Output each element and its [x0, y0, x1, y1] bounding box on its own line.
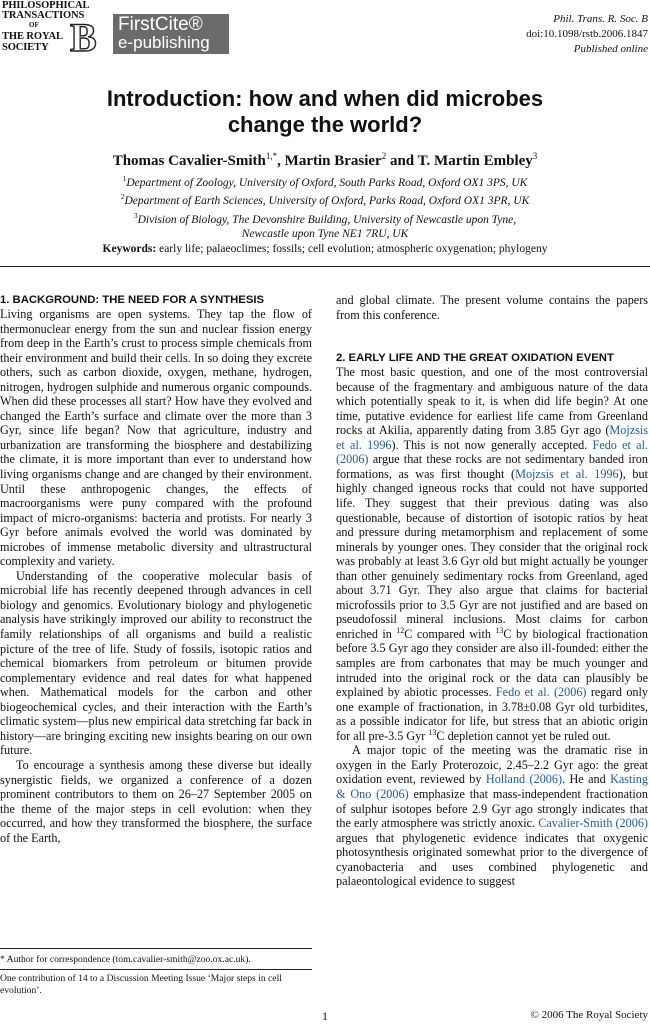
text-run: C compared with	[404, 626, 496, 641]
logo-line-philosophical: PHILOSOPHICAL	[2, 0, 90, 11]
author-name: Martin Brasier	[284, 153, 382, 169]
affiliation-text: Department of Earth Sciences, University of Oxford, Parks Road, Oxford OX1 3PR, UK	[124, 195, 530, 208]
right-column	[336, 293, 648, 889]
affiliation-text: Division of Biology, The Devonshire Building, University of Newcastle upon Tyne,	[137, 213, 517, 226]
contribution-footnote: One contribution of 14 to a Discussion Meeting Issue ‘Major steps in cell evolution’.	[0, 973, 282, 996]
text-run: . He and	[562, 772, 611, 787]
author-superscript: 2	[381, 151, 387, 161]
author-separator: and	[386, 153, 418, 169]
citation-link[interactable]: Kasting & Ono (2006)	[336, 772, 648, 801]
affiliation-text: Newcastle upon Tyne NE1 7RU, UK	[241, 227, 409, 240]
section-heading: 1. BACKGROUND: THE NEED FOR A SYNTHESIS	[0, 294, 265, 306]
journal-name: Phil. Trans. R. Soc. B	[553, 13, 648, 25]
text-run: regard only one example of fractionation, in 3.78±0.08 Gyr old turbidites, as a possible indicator for life, but stress that an abiotic origin for all pre-3.5 Gyr	[336, 685, 648, 743]
paragraph: Living organisms are open systems. They tap the flow of thermonuclear energy from the sun and nuclear fission energy from deep in the Earth’s crust to process simple chemicals from their environment and build their cells. In so doing they excrete others, such as carbon dioxide, oxygen, methane, hydrogen, nitrogen, hydrogen sulphide and numerous organic compounds. When did these processes all start? How have they evolved and changed the Earth’s surface and climate over the more than 3 Gyr, since life began? Now that agriculture, industry and urbanization are transforming the biosphere and destabilizing the climate, it is more important than ever to understand how living organisms change and are changed by their environment. Until these anthropogenic changes, the effects of macroorganisms were puny compared with the profound impact of micro-organisms: bacteria and protists. For nearly 3 Gyr before animals evolved the world was dominated by microbes of immense metabolic diversity and ultrastructural complexity and variety.	[0, 307, 312, 569]
text-run: A major topic of the meeting was the dramatic rise in oxygen in the Early Proterozoic, 2.45–2.2 Gyr ago: the great oxidation event, reviewed by	[336, 743, 648, 787]
logo-line-the-royal: THE ROYAL	[2, 31, 63, 42]
article-title	[0, 86, 650, 138]
isotope-superscript: 13	[495, 625, 504, 635]
logo-line-society: SOCIETY	[2, 42, 49, 53]
keywords	[0, 242, 650, 256]
firstcite-title: FirstCite®	[118, 14, 203, 35]
isotope-superscript: 12	[396, 625, 405, 635]
section-heading: 2. EARLY LIFE AND THE GREAT OXIDATION EVENT	[336, 352, 614, 365]
affiliation-number: 1	[122, 174, 127, 183]
header-divider	[0, 266, 650, 267]
affiliation-number: 2	[120, 192, 125, 202]
title-line-1: Introduction: how and when did microbes	[106, 86, 544, 111]
paragraph	[336, 743, 648, 888]
affiliation-text: Department of Zoology, University of Oxford, South Parks Road, Oxford OX1 3PS, UK	[126, 176, 528, 189]
text-run: The most basic question, and one of the most controversial because of the fragmentary and ambiguous nature of the data which potentially speak to it, is when did life begin? At one time, putative evidence for earliest life came from Greenland rocks at Akilia, apparently dating from 3.85 Gyr ago (	[336, 365, 648, 438]
citation-link[interactable]: Fedo et al. (2006)	[495, 685, 587, 700]
footnote-divider	[0, 948, 312, 949]
royal-society-logo	[2, 0, 100, 58]
text-run: emphasize that mass-independent fractionation of sulphur isotopes before 2.9 Gyr ago strongly indicates that the early atmosphere was strictly anoxic.	[336, 786, 648, 831]
author-name: T. Martin Embley	[417, 153, 533, 169]
citation-link[interactable]: Fedo et al. (2006)	[336, 437, 649, 467]
logo-letter-b: B	[70, 15, 97, 60]
keywords-label: Keywords:	[102, 243, 157, 255]
affiliation	[0, 190, 650, 208]
paragraph	[336, 365, 648, 743]
text-run: C by biological fractionation before 3.5 Gyr ago they consider are also ill-founded: either the samples are from carbonates that may be much younger and intruded into the original rock or the data can plausibly be explained by abiotic processes.	[336, 626, 648, 700]
paragraph: and global climate. The present volume contains the papers from this conference.	[336, 293, 648, 322]
citation-link[interactable]: Cavalier-Smith (2006)	[538, 816, 648, 831]
firstcite-subtitle: e-publishing	[118, 33, 210, 52]
text-run: C depletion cannot yet be ruled out.	[436, 728, 611, 743]
title-line-2: change the world?	[227, 112, 423, 137]
citation-link[interactable]: Mojzsis et al. 1996	[515, 466, 619, 481]
text-run: ), but highly changed igneous rocks that could not have supported life. They suggest that their previous dating was also questionable, because of distortion of isotopic ratios by heat and pressure during metamorphism and replacement of some minerals by younger ones. They consider that the original rock was probably at least 3.6 Gyr old but might actually be younger than other genuinely sedimentary rocks from Greenland, aged about 3.71 Gyr. They also argue that claims for bacterial microfossils prior to 3.5 Gyr are not justified and are based on pseudofossil mineral inclusions. Most claims for carbon enriched in	[336, 466, 648, 641]
paragraph: Understanding of the cooperative molecular basis of microbial life has recently deepened through advances in cell biology and genomics. Evolutionary biology and phylogenetic analysis have strikingly improved our ability to reconstruct the family relationships of all organisms and build a realistic picture of the tree of life. Study of fossils, isotopic ratios and chemical biomarkers from petroleum or bitumen provide complementary evidence and real dates for what happened when. Mathematical models for the carbon and other biogeochemical cycles, and their interaction with the Earth’s climatic system—plus new empirical data stretching far back in history—are bringing exciting new insights bearing on our own future.	[0, 568, 312, 758]
keywords-text: early life; palaeoclimes; fossils; cell evolution; atmospheric oxygenation; phylogeny	[159, 243, 548, 255]
citation-link[interactable]: Mojzsis et al. 1996	[336, 423, 648, 452]
logo-line-of: OF	[29, 21, 39, 29]
author-name: Thomas Cavalier-Smith	[112, 153, 266, 169]
text-run: ). This is not now generally accepted.	[391, 437, 593, 452]
correspondence-footnote: * Author for correspondence (tom.cavalier-smith@zoo.ox.ac.uk).	[0, 954, 251, 965]
left-column	[0, 293, 312, 845]
affiliation	[0, 209, 650, 227]
author-superscript: 3	[532, 151, 538, 161]
author-list	[0, 147, 650, 170]
page-number: 1	[322, 1009, 328, 1023]
paragraph: To encourage a synthesis among these diverse but ideally synergistic fields, we organized a conference of a dozen prominent contributors to them on 26–27 September 2005 on the theme of the major steps in cell evolution: when they occurred, and how they transformed the biosphere, the surface of the Earth,	[0, 757, 312, 845]
publication-status: Published online	[573, 43, 648, 55]
journal-info	[526, 12, 648, 57]
firstcite-logo	[113, 14, 229, 54]
affiliation	[0, 172, 650, 190]
logo-line-transactions: TRANSACTIONS	[2, 10, 85, 21]
citation-link[interactable]: Holland (2006)	[485, 772, 563, 787]
footnote-divider	[0, 969, 312, 970]
text-run: argues that phylogenetic evidence indicates that oxygenic photosynthesis originated somewhat prior to the divergence of cyanobacteria and uses combined phylogenetic and palaeontological evidence to suggest	[336, 830, 648, 889]
copyright: © 2006 The Royal Society	[530, 1009, 648, 1021]
affiliation-number: 3	[133, 210, 138, 220]
isotope-superscript: 13	[428, 727, 437, 737]
doi: doi:10.1098/rstb.2006.1847	[526, 28, 648, 40]
author-superscript: 1,*	[265, 151, 278, 161]
affiliations	[0, 172, 650, 241]
text-run: argue that these rocks are not sedimentary banded iron formations, as was first thought (	[336, 452, 648, 481]
author-separator: ,	[277, 153, 285, 169]
affiliation	[0, 227, 650, 242]
